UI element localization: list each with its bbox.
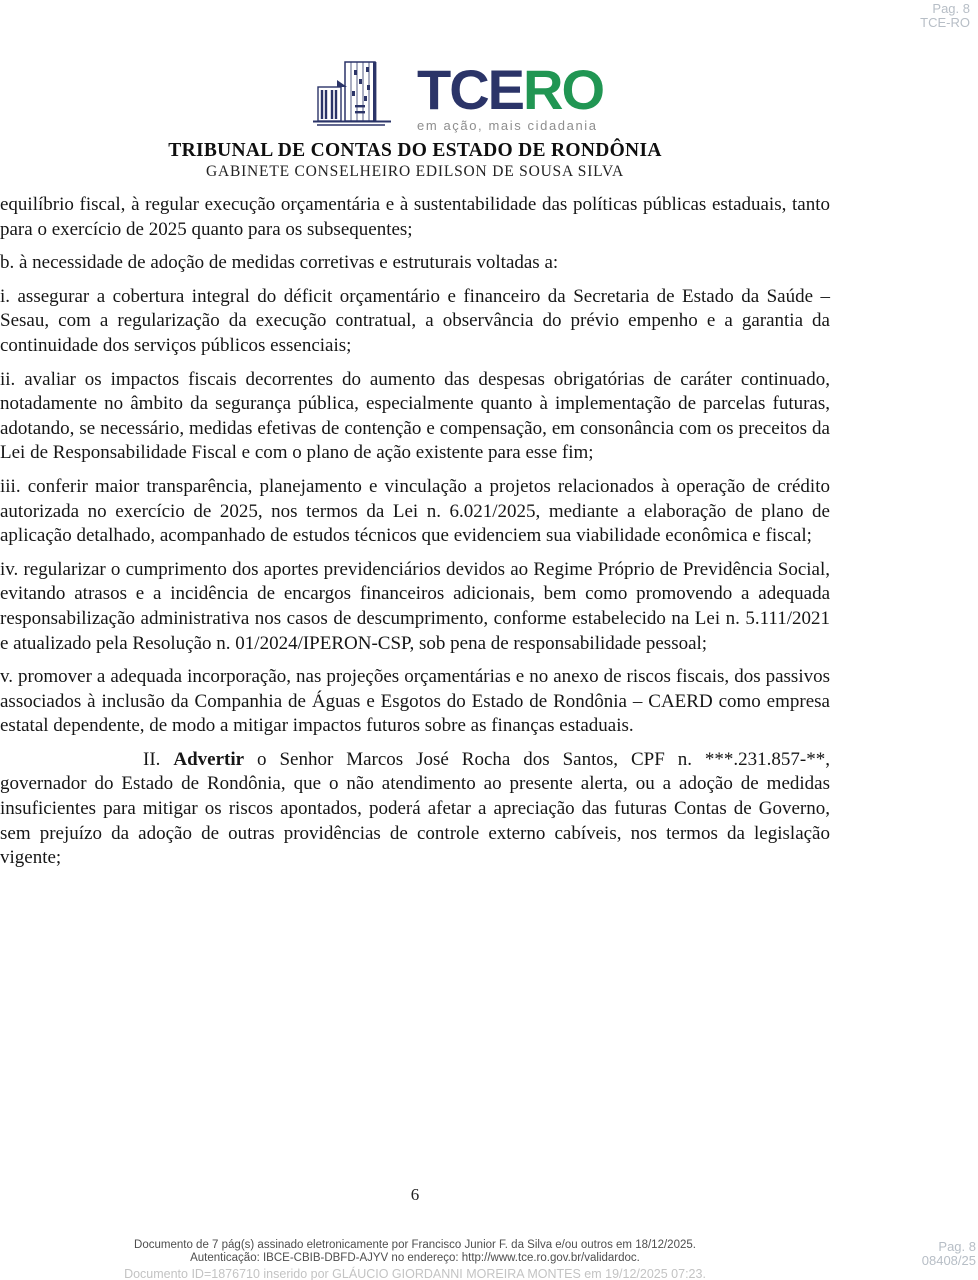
- cabinet-subtitle: GABINETE CONSELHEIRO EDILSON DE SOUSA SILVA: [205, 163, 625, 180]
- section-ii-number: II.: [143, 748, 174, 770]
- footer-document-id-line: Documento ID=1876710 inserido por GLÁUCIO GIORDANNI MOREIRA MONTES em 19/12/2025 07:23.: [124, 1267, 706, 1280]
- letterhead: [0, 140, 830, 181]
- tcero-logo: [0, 58, 830, 133]
- building-icon: [311, 58, 407, 133]
- document-body: [0, 193, 830, 880]
- logo-wordmark: [417, 58, 603, 121]
- section-ii-verb: Advertir: [173, 748, 245, 770]
- item-i: i. assegurar a cobertura integral do déficit orçamentário e financeiro da Secretaria de Estado da Saúde – Sesau, com a regularização da execução contratual, a observância do prévio empenho e a garantia da continuidade dos serviços públicos essenciais;: [0, 285, 830, 356]
- footer-signature-line: Documento de 7 pág(s) assinado eletronicamente por Francisco Junior F. da Silva e/ou outros em 18/12/2025.: [134, 1239, 696, 1251]
- page-number: 6: [410, 1185, 420, 1204]
- footer-page-stamp: [922, 1240, 976, 1268]
- logo-text-ro: RO: [523, 58, 603, 121]
- section-ii: [0, 748, 830, 871]
- footer-stamp-process: 08408/25: [921, 1253, 976, 1268]
- logo-tagline: em ação, mais cidadania: [417, 118, 598, 133]
- footer-stamp-page: Pag. 8: [938, 1239, 976, 1254]
- header-stamp-page: Pag. 8: [932, 1, 970, 16]
- header-stamp-org: TCE-RO: [920, 15, 970, 30]
- item-b: b. à necessidade de adoção de medidas corretivas e estruturais voltadas a:: [0, 252, 559, 274]
- item-ii: ii. avaliar os impactos fiscais decorrentes do aumento das despesas obrigatórias de caráter continuado, notadamente no âmbito da segurança pública, especialmente quanto à implementação de parcelas futuras, adotando, se necessário, medidas efetivas de contenção e compensação, em consonância com os preceitos da Lei de Responsabilidade Fiscal e com o plano de ação existente para esse fim;: [0, 368, 830, 464]
- page-header-stamp: [920, 2, 970, 30]
- paragraph-continuation: equilíbrio fiscal, à regular execução orçamentária e à sustentabilidade das políticas públicas estaduais, tanto para o exercício de 2025 quanto para os subsequentes;: [0, 194, 830, 240]
- institution-title: TRIBUNAL DE CONTAS DO ESTADO DE RONDÔNIA: [168, 140, 662, 161]
- footer-authentication-line: Autenticação: IBCE-CBIB-DBFD-AJYV no endereço: http://www.tce.ro.gov.br/validardoc.: [190, 1252, 640, 1264]
- footer: [0, 1239, 830, 1280]
- item-v: v. promover a adequada incorporação, nas projeções orçamentárias e no anexo de riscos fiscais, dos passivos associados à inclusão da Companhia de Águas e Esgotos do Estado de Rondônia – CAERD como empresa estatal dependente, de modo a mitigar impactos futuros sobre as finanças estaduais.: [0, 666, 830, 737]
- section-ii-text: o Senhor Marcos José Rocha dos Santos, CPF n. ***.231.857-**, governador do Estado de Rondônia, que o não atendimento ao presente alerta, ou a adoção de medidas insuficientes para mitigar os riscos apontados, poderá afetar a apreciação das futuras Contas de Governo, sem prejuízo da adoção de outras providências de controle externo cabíveis, nos termos da legislação vigente;: [0, 748, 830, 869]
- item-iii: iii. conferir maior transparência, planejamento e vinculação a projetos relacionados à operação de crédito autorizada no exercício de 2025, nos termos da Lei n. 6.021/2025, mediante a elaboração de plano de aplicação detalhado, acompanhado de estudos técnicos que evidenciem sua viabilidade econômica e fiscal;: [0, 475, 830, 547]
- logo-text-tce: TCE: [417, 58, 523, 121]
- item-iv: iv. regularizar o cumprimento dos aportes previdenciários devidos ao Regime Próprio de Previdência Social, evitando atrasos e a incidência de encargos financeiros adicionais, bem como promovendo a adequada responsabilização administrativa nos casos de descumprimento, conforme estabelecido na Lei n. 5.111/2021 e atualizado pela Resolução n. 01/2024/IPERON-CSP, sob pena de responsabilidade pessoal;: [0, 558, 830, 654]
